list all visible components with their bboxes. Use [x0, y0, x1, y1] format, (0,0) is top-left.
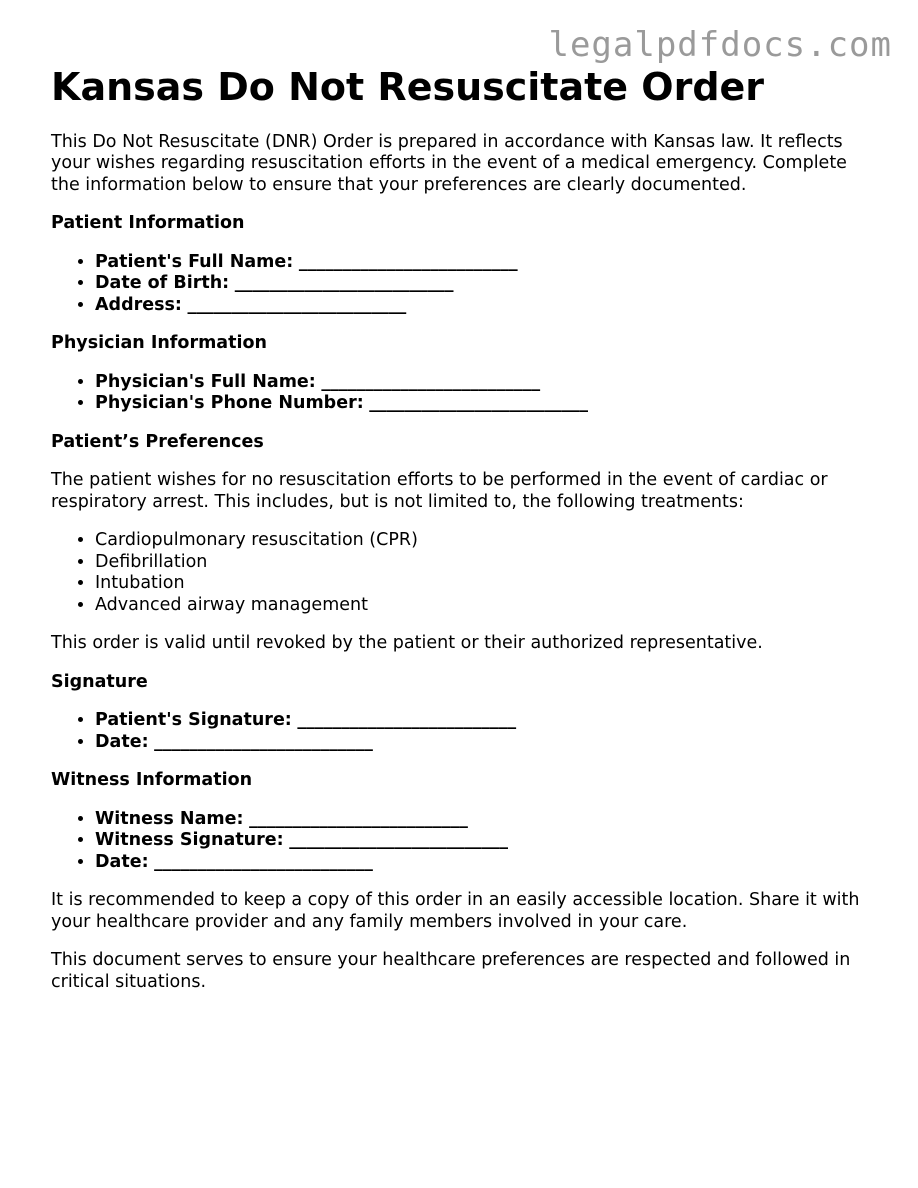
field-label: Date of Birth: — [95, 273, 230, 294]
witness-heading: Witness Information — [51, 770, 253, 791]
blank-line[interactable]: _________________________ — [289, 830, 508, 851]
address-field[interactable] — [95, 295, 881, 317]
blank-line[interactable]: _________________________ — [298, 251, 518, 272]
closing-paragraph: This document serves to ensure your healthcare preferences are respected and followed in critical situations. — [51, 950, 851, 992]
patient-info-heading: Patient Information — [51, 213, 245, 234]
field-label: Date: — [95, 731, 149, 752]
document-title: Kansas Do Not Resuscitate Order — [51, 65, 765, 109]
witness-list — [51, 809, 881, 874]
field-label: Physician's Phone Number: — [95, 393, 364, 414]
blank-line[interactable]: _________________________ — [154, 851, 373, 872]
witness-date-field[interactable] — [95, 852, 881, 874]
blank-line[interactable]: _________________________ — [154, 731, 373, 752]
physician-name-field[interactable] — [95, 372, 881, 394]
intro-paragraph: This Do Not Resuscitate (DNR) Order is prepared in accordance with Kansas law. It reflects your wishes regarding resuscitation efforts in the event of a medical emergency. Complete the information below to ensure that your preferences are clearly documented. — [51, 131, 847, 195]
field-label: Patient's Signature: — [95, 710, 292, 731]
blank-line[interactable]: _________________________ — [369, 393, 589, 414]
list-item: • Advanced airway management — [95, 595, 881, 617]
patient-name-field[interactable] — [95, 252, 881, 274]
blank-line[interactable]: _________________________ — [234, 273, 454, 294]
field-label: Witness Name: — [95, 808, 244, 829]
physician-info-list — [51, 372, 881, 415]
preferences-heading: Patient’s Preferences — [51, 431, 264, 452]
blank-line[interactable]: _________________________ — [249, 808, 468, 829]
treatments-list — [51, 530, 881, 616]
closing-paragraph: It is recommended to keep a copy of this order in an easily accessible location. Share it with your healthcare provider and any family members involved in your care. — [51, 890, 860, 932]
field-label: Patient's Full Name: — [95, 251, 294, 272]
validity-paragraph: This order is valid until revoked by the patient or their authorized representative. — [51, 633, 763, 654]
preferences-paragraph: The patient wishes for no resuscitation efforts to be performed in the event of cardiac or respiratory arrest. This includes, but is not limited to, the following treatments: — [51, 470, 828, 512]
list-item: • Intubation — [95, 573, 881, 595]
signature-list — [51, 710, 881, 753]
witness-name-field[interactable] — [95, 809, 881, 831]
field-label: Physician's Full Name: — [95, 371, 316, 392]
signature-date-field[interactable] — [95, 732, 881, 754]
blank-line[interactable]: _________________________ — [187, 294, 407, 315]
physician-info-heading: Physician Information — [51, 333, 267, 354]
patient-info-list — [51, 252, 881, 317]
blank-line[interactable]: _________________________ — [297, 710, 517, 731]
witness-signature-field[interactable] — [95, 830, 881, 852]
signature-heading: Signature — [51, 671, 148, 692]
field-label: Witness Signature: — [95, 830, 284, 851]
watermark: legalpdfdocs.com — [548, 25, 892, 65]
list-item: • Cardiopulmonary resuscitation (CPR) — [95, 530, 881, 552]
field-label: Address: — [95, 294, 182, 315]
blank-line[interactable]: _________________________ — [321, 371, 541, 392]
list-item: • Defibrillation — [95, 552, 881, 574]
date-of-birth-field[interactable] — [95, 273, 881, 295]
patient-signature-field[interactable] — [95, 710, 881, 732]
field-label: Date: — [95, 851, 149, 872]
document-page — [51, 66, 881, 1010]
physician-phone-field[interactable] — [95, 393, 881, 415]
